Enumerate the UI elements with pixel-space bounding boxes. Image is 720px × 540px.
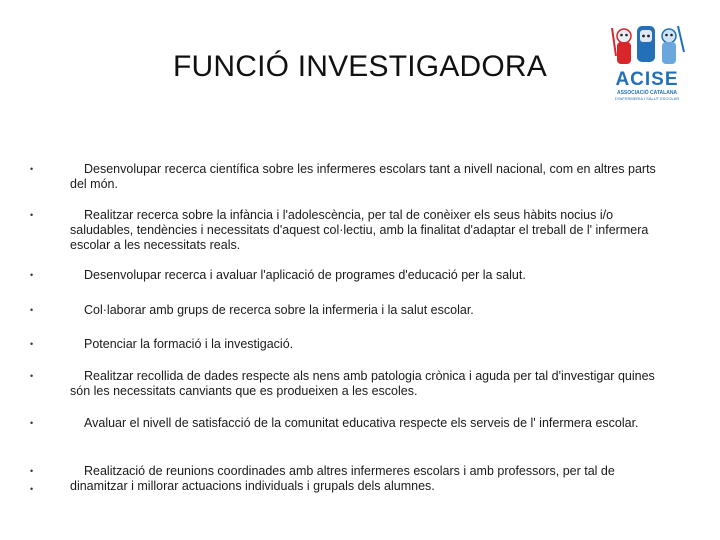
list-item-text: Realització de reunions coordinades amb altres infermeres escolars i amb professors, per tal de dinamitzar i millorar actuacions individuals i grupals dels alumnes. (70, 464, 615, 493)
bullet-icon: • (30, 371, 34, 381)
list-item-text: Realitzar recerca sobre la infància i l'adolescència, per tal de conèixer els seus hàbits nocius i/o saludables, tendències i necessitats d'aquest col·lectiu, amb la finalitat d'adaptar el treball de l' infermera escolar a les necessitats reals. (70, 208, 649, 252)
list-item-text: Realitzar recollida de dades respecte als nens amb patologia crònica i aguda per tal d'investigar quines són les necessitats canviants que es produeixen a les escoles. (70, 369, 655, 398)
bullet-icon: • (30, 210, 34, 220)
logo-brand: ACISE (615, 69, 679, 90)
bullet-icon: • (30, 305, 34, 315)
list-item-text: Col·laborar amb grups de recerca sobre la infermeria i la salut escolar. (84, 303, 474, 317)
mascots-icon (604, 22, 690, 70)
logo-subtitle-1: ASSOCIACIÓ CATALANA (616, 90, 678, 96)
logo-subtitle-2: D'INFERMERIA I SALUT ESCOLAR (614, 96, 680, 101)
bullet-icon: • (30, 270, 34, 280)
list-item-text: Avaluar el nivell de satisfacció de la comunitat educativa respecte els serveis de l' infermera escolar. (84, 416, 639, 430)
bullet-icon: • (30, 484, 34, 494)
list-item-text: Desenvolupar recerca científica sobre les infermeres escolars tant a nivell nacional, com en altres parts del món. (70, 162, 656, 191)
bullet-icon: • (30, 418, 34, 428)
list-item-text: Potenciar la formació i la investigació. (84, 337, 294, 351)
acise-logo (604, 22, 690, 118)
list-item-text: Desenvolupar recerca i avaluar l'aplicació de programes d'educació per la salut. (84, 268, 526, 282)
bullet-icon: • (30, 164, 34, 174)
bullet-icon: • (30, 466, 34, 476)
bullet-icon: • (30, 339, 34, 349)
slide-title: FUNCIÓ INVESTIGADORA (172, 50, 548, 83)
